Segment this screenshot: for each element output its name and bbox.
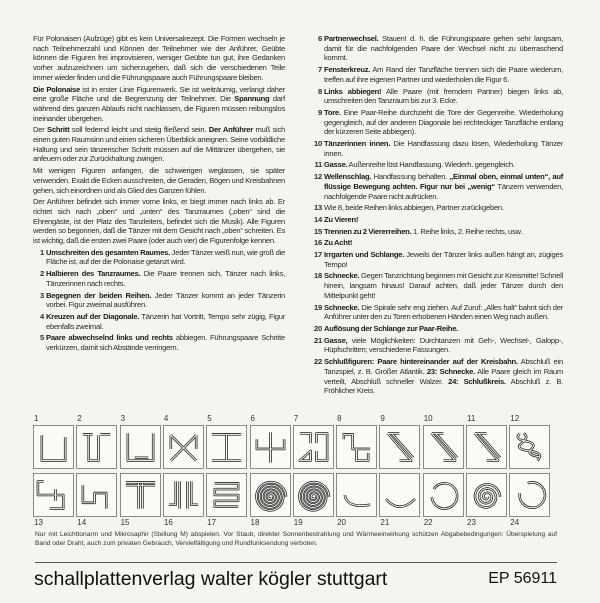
bold-text: Tänzerinnen innen.	[324, 139, 391, 149]
text: Die Handfassung dazu lösen, Wiederholung Tänzer innen.	[324, 139, 563, 158]
figure-number: 20	[337, 518, 346, 527]
item-number: 22	[314, 357, 322, 367]
item-number: 9	[318, 107, 322, 117]
bold-text: „Einmal oben, einmal unten“, auf flüssige Bewegung achten. Figur nur bei „wenig“	[324, 172, 563, 191]
figure-diagram-13	[33, 473, 74, 517]
bold-text: Kreuzen auf der Diagonale.	[46, 311, 140, 321]
item-number: 10	[314, 139, 322, 149]
numbered-figure-item	[33, 248, 285, 267]
bold-text: Wellenschlag.	[324, 172, 372, 182]
figure-diagram-15	[120, 473, 161, 517]
bold-text: Auflösung der Schlange zur Paar-Reihe.	[324, 323, 459, 333]
text: darf während des ganzen Ablaufs nicht nachlassen, die Figuren müssen reibungslos ineinander übergehen.	[33, 94, 285, 123]
numbered-figure-item	[311, 324, 563, 334]
numbered-figure-item	[33, 269, 285, 288]
numbered-figure-item	[311, 250, 563, 269]
bold-text: Irrgarten und Schlange.	[324, 250, 405, 260]
bold-text: Trennen zu 2 Viererreihen.	[324, 226, 412, 236]
bold-text: Die Polonaise	[33, 84, 80, 94]
text: Die Paare trennen sich, Tänzer nach links, Tänzerinnen nach rechts.	[46, 269, 285, 288]
item-number: 3	[40, 290, 44, 300]
paragraph	[33, 34, 285, 83]
item-number: 16	[314, 238, 322, 248]
figure-number: 22	[423, 518, 433, 527]
bold-text: Halbieren des Tanzraumes.	[46, 269, 141, 279]
text: muß sich einen guten Raumsinn und einen sicheren Überblick aneignen. Seine vorbildliche Haltung und sein tänzerischer Schritt müssen auf die Mittänzer übergehen, sie anfeuern oder zur Zurückhaltung zwingen.	[33, 125, 286, 164]
figure-number: 21	[380, 518, 390, 527]
figure-diagram-12	[509, 425, 550, 469]
bold-text: Paare abwechselnd links und rechts	[46, 333, 173, 343]
bold-text: Fensterkreuz.	[324, 65, 371, 75]
numbered-figure-item	[311, 357, 563, 396]
numbered-figure-item	[311, 87, 563, 106]
numbered-figure-item	[311, 215, 563, 225]
bold-text: Begegnen der beiden Reihen.	[46, 290, 152, 300]
text: Mit wenigen Figuren anfangen, die schwierigen weglassen, sie später verwenden. Exakt die Ecken ausschreiten, die Geraden, Bögen und Kreisbahnen gehen, sich einordnen und als Glied des Ganzen fühlen.	[33, 166, 285, 195]
item-number: 14	[314, 214, 322, 224]
bold-text: Spannung	[234, 94, 270, 104]
figure-diagram-14	[76, 473, 117, 517]
figure-number: 10	[423, 414, 433, 423]
text: Jeder Tänzer kommt an jeder Tänzerin vorbei. Figur zweimal ausführen.	[46, 290, 286, 310]
figure-number: 12	[510, 414, 520, 423]
text: Die Spirale sehr eng ziehen. Auf Zuruf: „Alles halt“ bahnt sich der Anführer unter den zu Toren erhobenen Händen einen Weg nach außen.	[324, 302, 563, 322]
figure-number: 11	[467, 414, 476, 423]
text: 1. Reihe links, 2. Reihe rechts, usw.	[411, 226, 523, 236]
text: Wie 8, beide Reihen links abbiegen, Partner zurückgeben.	[324, 203, 504, 213]
text: Gegen Tanzrichtung beginnen mit Gesicht zur Kreismitte! Schnell hinein, langsam hinaus! Darauf achten, daß jeder Tänzer durch den Mittelpunkt geht!	[324, 271, 563, 300]
text: Handfassung behalten.	[371, 172, 450, 182]
figure-number: 6	[250, 414, 255, 423]
figure-diagram-10	[423, 425, 464, 469]
figure-diagram-3	[120, 425, 161, 469]
text: Jeweils der Tänzer links außen hängt an, zügiges Tempo!	[324, 250, 563, 269]
numbered-figure-item	[33, 291, 285, 310]
item-number: 18	[314, 271, 322, 281]
item-number: 1	[40, 247, 44, 257]
bold-text: Zu Acht!	[324, 238, 353, 248]
item-number: 17	[314, 250, 322, 260]
item-number: 19	[314, 302, 322, 312]
figure-number: 7	[293, 414, 299, 423]
bold-text: Gasse,	[324, 335, 348, 345]
figure-diagram-5	[206, 425, 247, 469]
item-number: 2	[40, 269, 44, 279]
figure-diagram-1	[33, 425, 74, 469]
numbered-figure-item	[311, 108, 563, 137]
item-number: 15	[314, 226, 322, 236]
figure-number: 23	[467, 518, 476, 527]
figure-diagram-6	[250, 425, 291, 469]
bold-text: Schritt	[47, 125, 70, 135]
figure-diagram-4	[163, 425, 204, 469]
bold-text: Schnecke.	[324, 271, 360, 281]
figure-diagram-9	[379, 425, 420, 469]
divider	[35, 562, 557, 563]
figure-number: 13	[34, 518, 43, 527]
bold-text: Zu Vieren!	[324, 214, 359, 224]
figure-diagram-22	[423, 473, 464, 517]
figure-diagram-18	[250, 473, 291, 517]
item-number: 11	[314, 160, 322, 170]
playback-notice: Nur mit Leichttonarm und Mikrosaphir (Stellung M) abspielen. Vor Staub, direkter Sonnenbestrahlung und Wärmeeinwirkung schützen Abgabebedingungen: Überspielung auf Band oder Draht, auch zum privaten Gebrauch, Vervielfältigung und Rundfunksendung verboten.	[35, 531, 557, 547]
item-number: 8	[318, 86, 322, 96]
bold-text: Partnerwechsel.	[324, 34, 379, 43]
figure-diagram-2	[76, 425, 117, 469]
figure-number: 15	[120, 518, 130, 527]
figure-diagram-16	[163, 473, 204, 517]
text: ist in erster Linie Figurenwerk. Sie ist weiträumig, verlangt daher eine große Fläche und die Begrenzung der Teilnehmer. Die	[33, 84, 286, 104]
figure-number: 2	[77, 414, 82, 423]
figure-diagram-17	[206, 473, 247, 517]
text: Am Rand der Tanzfläche trennen sich die Paare wiederum, treffen auf ihre eigenen Partner und wiederholen die Figur 6.	[324, 65, 563, 84]
numbered-figure-item	[311, 172, 563, 201]
text: Jeder Tänzer weiß nun, wie groß die Fläche ist, auf der die Polonaise getanzt wird.	[46, 247, 285, 267]
figure-number: 4	[163, 414, 169, 423]
numbered-figure-item	[311, 160, 563, 170]
catalog-number: EP 56911	[488, 570, 557, 587]
figure-diagram-7	[293, 425, 334, 469]
numbered-figure-item	[311, 303, 563, 322]
text: Abschluß ein Tanzspiel, z. B. Großer Atlantik.	[324, 357, 563, 376]
numbered-figure-item	[311, 238, 563, 248]
figure-diagram-24	[509, 473, 550, 517]
text: Alle Paare (mit fremdem Partner) biegen links ab, umschreiten den Tanzraum bis zur 3. Ecke.	[324, 86, 564, 106]
item-number: 13	[314, 203, 322, 213]
text: Abschluß z. B. Fröhlicher Kreis.	[324, 376, 563, 396]
figure-diagram-23	[466, 473, 507, 517]
bold-text: 23: Schnecke.	[426, 366, 475, 376]
item-number: 5	[40, 333, 44, 343]
numbered-figure-item	[311, 203, 563, 213]
figure-number: 24	[510, 518, 520, 527]
figure-number: 17	[207, 518, 217, 527]
text: Für Polonaisen (Aufzüge) gibt es kein Universalrezept. Die Formen wechseln je nach Teilnehmerzahl und Können der Teilnehmer wie der Anführer. Geübte können die Figuren frei improvisieren, weniger Geübte tun gut, ihre Gedanken vorher aufzuzeichnen um sicherzugehen, daß sich die verschiedenen Teile immer wieder finden und die Führungspaare auch Führungspaare bleiben.	[33, 34, 285, 82]
item-number: 21	[314, 335, 322, 345]
figure-number: 19	[293, 518, 303, 527]
numbered-figure-item	[311, 227, 563, 237]
text: abbiegen. Führungspaare Schritte verkürzen, damit sich Abstände verringern.	[46, 333, 285, 353]
bold-text: Links abbiegen!	[324, 86, 382, 96]
text: Tänzern verwenden, nachfolgende Paare nicht aufrücken.	[324, 181, 563, 201]
bold-text: Tore.	[324, 107, 341, 117]
text: Eine Paar-Reihe durchzieht die Tore der Gegenreihe. Wiederholung gegengleich, auf der anderen Diagonale bei rechteckiger Tanzfläche entlang der kürzeren Seite abbiegen).	[324, 107, 563, 137]
paragraph	[33, 125, 285, 164]
figure-diagram-8	[336, 425, 377, 469]
text: Tänzerin hat Vortritt, Tempo sehr zügig, Figur ebenfalls zweimal.	[46, 311, 285, 331]
text: Der Anführer befindet sich immer vorne links, er biegt immer nach links ab. Er richtet sich nach „oben“ und „unten“ des Tanzraumes („oben“ sind die Ehrengäste, ist der Platz des Tanzleiters, befindet sich die Musik). Alle Figuren werden so begonnen, daß die Tänzer mit dem Gesicht nach „oben“ schreiten. Es ist wichtig, daß die ersten zwei Paare (oder auch vier) die Figurenfolge kennen.	[33, 197, 285, 246]
bold-text: Umschreiten des gesamten Raumes.	[46, 247, 170, 257]
text: Außenreihe löst Handfassung. Wiederh. gegengleich.	[347, 160, 515, 170]
numbered-figure-item	[311, 139, 563, 158]
item-number: 4	[40, 311, 44, 321]
figure-diagram-20	[336, 473, 377, 517]
paragraph	[33, 166, 285, 195]
bold-text: Schlußfiguren: Paare hintereinander auf der Kreisbahn.	[324, 357, 518, 367]
figure-number: 3	[120, 414, 126, 423]
text: soll federnd leicht und stetig fließend sein.	[69, 125, 209, 135]
text: Alle Paare gleich im Raum verteilt, Abschluß schneller Walzer.	[324, 366, 563, 386]
instructions-left-column	[33, 34, 285, 355]
numbered-figure-item	[33, 312, 285, 331]
text: Stauen! d. h. die Führungspaare gehen sehr langsam, damit für die nachfolgenden Paare der Wechsel nicht zu überraschend kommt.	[324, 34, 563, 63]
figure-diagram-19	[293, 473, 334, 517]
figure-number: 9	[380, 414, 385, 423]
figure-diagram-11	[466, 425, 507, 469]
numbered-figure-item	[311, 336, 563, 355]
figure-diagrams	[33, 412, 559, 530]
figure-number: 8	[337, 414, 342, 423]
numbered-figure-item	[33, 333, 285, 352]
figure-number: 1	[34, 414, 39, 423]
bold-text: Schnecke.	[324, 302, 360, 312]
numbered-figure-item	[311, 34, 563, 63]
instructions-right-column	[311, 34, 563, 398]
figure-number: 18	[250, 518, 260, 527]
item-number: 12	[314, 172, 322, 182]
item-number: 20	[314, 323, 322, 333]
numbered-figure-item	[311, 271, 563, 300]
publisher-name: schallplattenverlag walter kögler stuttgart	[34, 568, 388, 590]
item-number: 6	[318, 34, 322, 43]
bold-text: Der Anführer	[208, 125, 253, 135]
text: viele Möglichkeiten: Durchtanzen mit Geh-, Wechsel-, Galopp-, Hüpfschritten; verschiedene Fassungen.	[324, 335, 563, 355]
figure-number: 16	[163, 518, 173, 527]
bold-text: Gasse.	[324, 160, 348, 170]
figure-number: 14	[77, 518, 87, 527]
text: Der	[33, 125, 48, 135]
paragraph	[33, 85, 285, 124]
item-number: 7	[318, 65, 322, 75]
figure-number: 5	[207, 414, 212, 423]
bold-text: 24: Schlußkreis.	[448, 376, 506, 386]
figure-diagram-21	[379, 473, 420, 517]
numbered-figure-item	[311, 65, 563, 84]
paragraph	[33, 197, 285, 246]
